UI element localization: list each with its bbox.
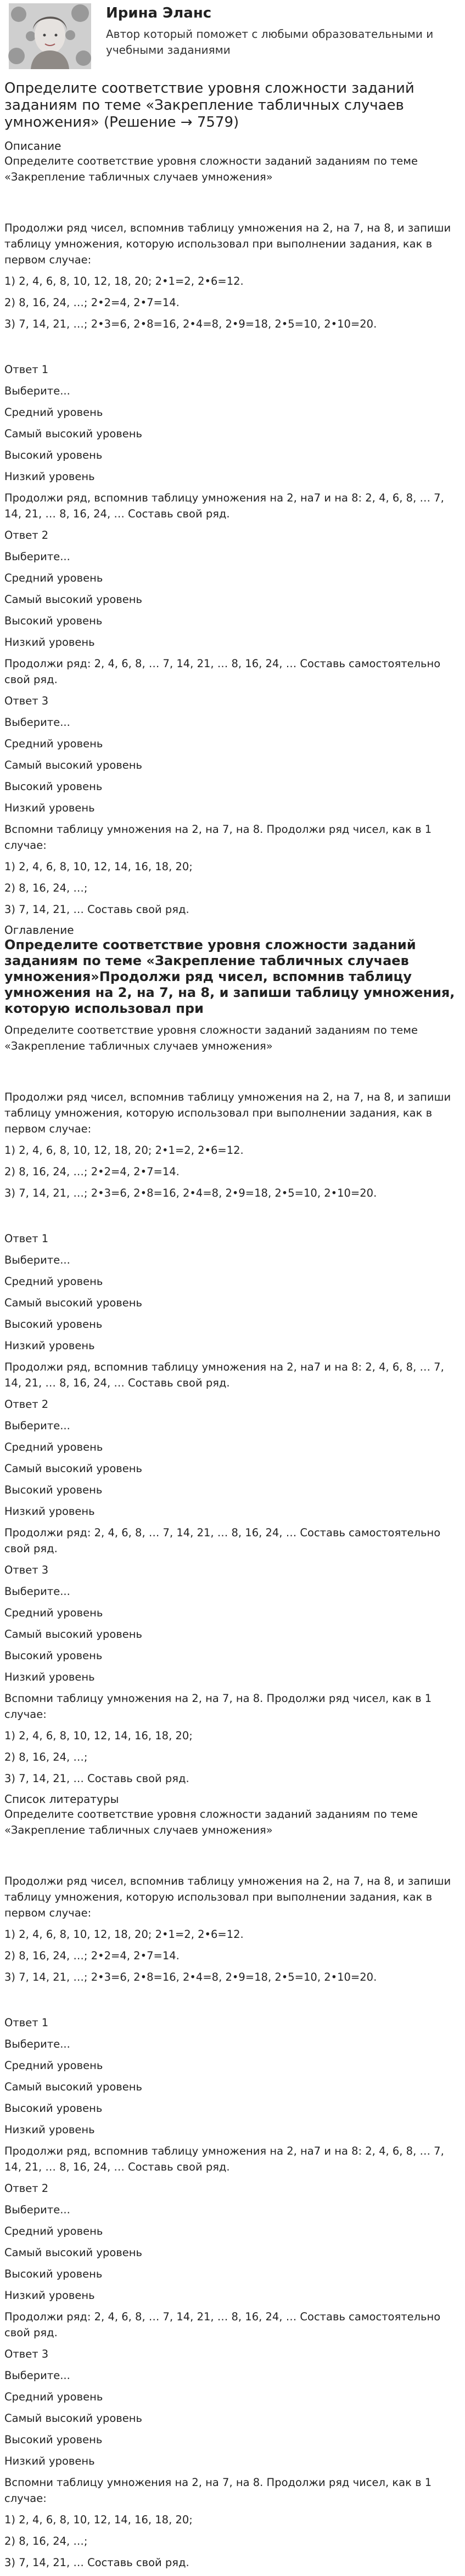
answer-task-text: Вспомни таблицу умножения на 2, на 7, на 8. Продолжи ряд чисел, как в 1 случае: xyxy=(4,2476,432,2505)
answer-label: Ответ 3 xyxy=(4,1564,49,1576)
answer-select-placeholder[interactable]: Выберите... xyxy=(4,1419,70,1432)
tail-row: 1) 2, 4, 6, 8, 10, 12, 14, 16, 18, 20; xyxy=(4,1729,193,1742)
answer-option[interactable]: Самый высокий уровень xyxy=(4,2081,142,2093)
answer-task-text: Продолжи ряд, вспомнив таблицу умножения на 2, на7 и на 8: 2, 4, 6, 8, … 7, 14, 21, … 8, 16, 24, … Составь свой ряд. xyxy=(4,2145,444,2173)
answer-task-text: Продолжи ряд: 2, 4, 6, 8, … 7, 14, 21, … 8, 16, 24, … Составь самостоятельно свой ряд. xyxy=(4,657,441,686)
answer-option[interactable]: Средний уровень xyxy=(4,2059,103,2072)
answer-task-text: Продолжи ряд: 2, 4, 6, 8, … 7, 14, 21, … 8, 16, 24, … Составь самостоятельно свой ряд. xyxy=(4,1526,441,1555)
answer-option[interactable]: Высокий уровень xyxy=(4,449,103,461)
section-label-description: Описание xyxy=(4,139,61,153)
answer-option[interactable]: Высокий уровень xyxy=(4,615,103,627)
answer-label: Ответ 1 xyxy=(4,1232,49,1245)
answer-option[interactable]: Средний уровень xyxy=(4,1607,103,1619)
answer-option[interactable]: Низкий уровень xyxy=(4,470,95,483)
answer-option[interactable]: Самый высокий уровень xyxy=(4,2412,142,2425)
answer-label: Ответ 2 xyxy=(4,529,49,542)
tail-row: 1) 2, 4, 6, 8, 10, 12, 14, 16, 18, 20; xyxy=(4,860,193,873)
answer-select-placeholder[interactable]: Выберите... xyxy=(4,1254,70,1266)
answer-option[interactable]: Высокий уровень xyxy=(4,2433,103,2446)
tail-row: 2) 8, 16, 24, …; xyxy=(4,1751,88,1763)
author-description: Автор который поможет с любыми образовательными и учебными заданиями xyxy=(106,27,434,57)
answer-select-placeholder[interactable]: Выберите... xyxy=(4,550,70,563)
answer-option[interactable]: Средний уровень xyxy=(4,2391,103,2403)
answer-option[interactable]: Средний уровень xyxy=(4,2225,103,2237)
intro-text: Определите соответствие уровня сложности заданий заданиям по теме «Закрепление табличных случаев умножения» xyxy=(4,155,418,183)
tail-row: 3) 7, 14, 21, … Составь свой ряд. xyxy=(4,1772,189,1785)
answer-option[interactable]: Высокий уровень xyxy=(4,2268,103,2280)
answer-option[interactable]: Высокий уровень xyxy=(4,2102,103,2115)
answer-task-text: Вспомни таблицу умножения на 2, на 7, на 8. Продолжи ряд чисел, как в 1 случае: xyxy=(4,823,432,852)
answer-select-placeholder[interactable]: Выберите... xyxy=(4,385,70,397)
page-title: Определите соответствие уровня сложности заданий заданиям по теме «Закрепление табличных случаев умножения» (Решение → 7579) xyxy=(4,80,414,131)
answer-option[interactable]: Средний уровень xyxy=(4,1441,103,1453)
answer-option[interactable]: Высокий уровень xyxy=(4,780,103,793)
toc-heading[interactable]: Определите соответствие уровня сложности заданий заданиям по теме «Закрепление табличных случаев умножения»Продолжи ряд чисел, вспомнив таблицу умножения на 2, на 7, на 8, и запиши таблицу умножения, которую использовал при xyxy=(4,937,455,1016)
task-text: Продолжи ряд чисел, вспомнив таблицу умножения на 2, на 7, на 8, и запиши таблицу умножения, которую использовал при выполнении задания, как в первом случае: xyxy=(4,1875,451,1919)
answer-option[interactable]: Высокий уровень xyxy=(4,1318,103,1331)
answer-option[interactable]: Самый высокий уровень xyxy=(4,1462,142,1475)
example-row: 2) 8, 16, 24, …; 2•2=4, 2•7=14. xyxy=(4,1165,180,1178)
answer-select-placeholder[interactable]: Выберите... xyxy=(4,716,70,729)
intro-text: Определите соответствие уровня сложности заданий заданиям по теме «Закрепление табличных случаев умножения» xyxy=(4,1808,418,1836)
answer-task-text: Продолжи ряд: 2, 4, 6, 8, … 7, 14, 21, … 8, 16, 24, … Составь самостоятельно свой ряд. xyxy=(4,2310,441,2339)
answer-label: Ответ 1 xyxy=(4,2016,49,2029)
answer-option[interactable]: Средний уровень xyxy=(4,1275,103,1288)
answer-label: Ответ 2 xyxy=(4,2182,49,2195)
answer-option[interactable]: Самый высокий уровень xyxy=(4,427,142,440)
answer-option[interactable]: Самый высокий уровень xyxy=(4,1628,142,1641)
example-row: 1) 2, 4, 6, 8, 10, 12, 18, 20; 2•1=2, 2•6=12. xyxy=(4,1928,244,1941)
answer-option[interactable]: Самый высокий уровень xyxy=(4,593,142,606)
answer-task-text: Вспомни таблицу умножения на 2, на 7, на 8. Продолжи ряд чисел, как в 1 случае: xyxy=(4,1692,432,1721)
answer-task-text: Продолжи ряд, вспомнив таблицу умножения на 2, на7 и на 8: 2, 4, 6, 8, … 7, 14, 21, … 8, 16, 24, … Составь свой ряд. xyxy=(4,1361,444,1389)
answer-select-placeholder[interactable]: Выберите... xyxy=(4,2203,70,2216)
author-name[interactable]: Ирина Эланс xyxy=(106,5,212,21)
example-row: 2) 8, 16, 24, …; 2•2=4, 2•7=14. xyxy=(4,1949,180,1962)
answer-label: Ответ 3 xyxy=(4,695,49,707)
answer-option[interactable]: Низкий уровень xyxy=(4,636,95,649)
example-row: 3) 7, 14, 21, …; 2•3=6, 2•8=16, 2•4=8, 2•9=18, 2•5=10, 2•10=20. xyxy=(4,318,377,330)
tail-row: 1) 2, 4, 6, 8, 10, 12, 14, 16, 18, 20; xyxy=(4,2513,193,2526)
example-row: 1) 2, 4, 6, 8, 10, 12, 18, 20; 2•1=2, 2•6=12. xyxy=(4,275,244,288)
example-row: 1) 2, 4, 6, 8, 10, 12, 18, 20; 2•1=2, 2•6=12. xyxy=(4,1144,244,1157)
answer-label: Ответ 3 xyxy=(4,2348,49,2360)
answer-label: Ответ 2 xyxy=(4,1398,49,1411)
tail-row: 3) 7, 14, 21, … Составь свой ряд. xyxy=(4,903,189,916)
author-card xyxy=(4,0,461,74)
answer-option[interactable]: Самый высокий уровень xyxy=(4,759,142,771)
task-text: Продолжи ряд чисел, вспомнив таблицу умножения на 2, на 7, на 8, и запиши таблицу умножения, которую использовал при выполнении задания, как в первом случае: xyxy=(4,222,451,266)
author-avatar[interactable] xyxy=(9,3,91,69)
answer-option[interactable]: Низкий уровень xyxy=(4,2289,95,2302)
answer-option[interactable]: Низкий уровень xyxy=(4,2123,95,2136)
answer-option[interactable]: Низкий уровень xyxy=(4,1505,95,1518)
answer-option[interactable]: Средний уровень xyxy=(4,406,103,419)
intro-text: Определите соответствие уровня сложности заданий заданиям по теме «Закрепление табличных случаев умножения» xyxy=(4,1024,418,1052)
answer-option[interactable]: Высокий уровень xyxy=(4,1649,103,1662)
answer-task-text: Продолжи ряд, вспомнив таблицу умножения на 2, на7 и на 8: 2, 4, 6, 8, … 7, 14, 21, … 8, 16, 24, … Составь свой ряд. xyxy=(4,492,444,520)
answer-option[interactable]: Самый высокий уровень xyxy=(4,1297,142,1309)
example-row: 3) 7, 14, 21, …; 2•3=6, 2•8=16, 2•4=8, 2•9=18, 2•5=10, 2•10=20. xyxy=(4,1971,377,1983)
tail-row: 2) 8, 16, 24, …; xyxy=(4,2535,88,2547)
answer-select-placeholder[interactable]: Выберите... xyxy=(4,2038,70,2050)
tail-row: 3) 7, 14, 21, … Составь свой ряд. xyxy=(4,2556,189,2569)
example-row: 3) 7, 14, 21, …; 2•3=6, 2•8=16, 2•4=8, 2•9=18, 2•5=10, 2•10=20. xyxy=(4,1187,377,1199)
document-content xyxy=(4,80,461,2576)
answer-option[interactable]: Высокий уровень xyxy=(4,1484,103,1496)
answer-option[interactable]: Низкий уровень xyxy=(4,1671,95,1683)
answer-label: Ответ 1 xyxy=(4,363,49,376)
tail-row: 2) 8, 16, 24, …; xyxy=(4,882,88,894)
task-text: Продолжи ряд чисел, вспомнив таблицу умножения на 2, на 7, на 8, и запиши таблицу умножения, которую использовал при выполнении задания, как в первом случае: xyxy=(4,1091,451,1135)
section-label-references: Список литературы xyxy=(4,1793,119,1806)
example-row: 2) 8, 16, 24, …; 2•2=4, 2•7=14. xyxy=(4,296,180,309)
answer-option[interactable]: Низкий уровень xyxy=(4,2455,95,2467)
section-label-toc: Оглавление xyxy=(4,923,74,937)
answer-option[interactable]: Средний уровень xyxy=(4,572,103,584)
answer-option[interactable]: Самый высокий уровень xyxy=(4,2246,142,2259)
answer-select-placeholder[interactable]: Выберите... xyxy=(4,1585,70,1598)
avatar-image xyxy=(9,3,91,69)
answer-option[interactable]: Низкий уровень xyxy=(4,1339,95,1352)
answer-option[interactable]: Низкий уровень xyxy=(4,802,95,814)
answer-select-placeholder[interactable]: Выберите... xyxy=(4,2369,70,2382)
answer-option[interactable]: Средний уровень xyxy=(4,737,103,750)
